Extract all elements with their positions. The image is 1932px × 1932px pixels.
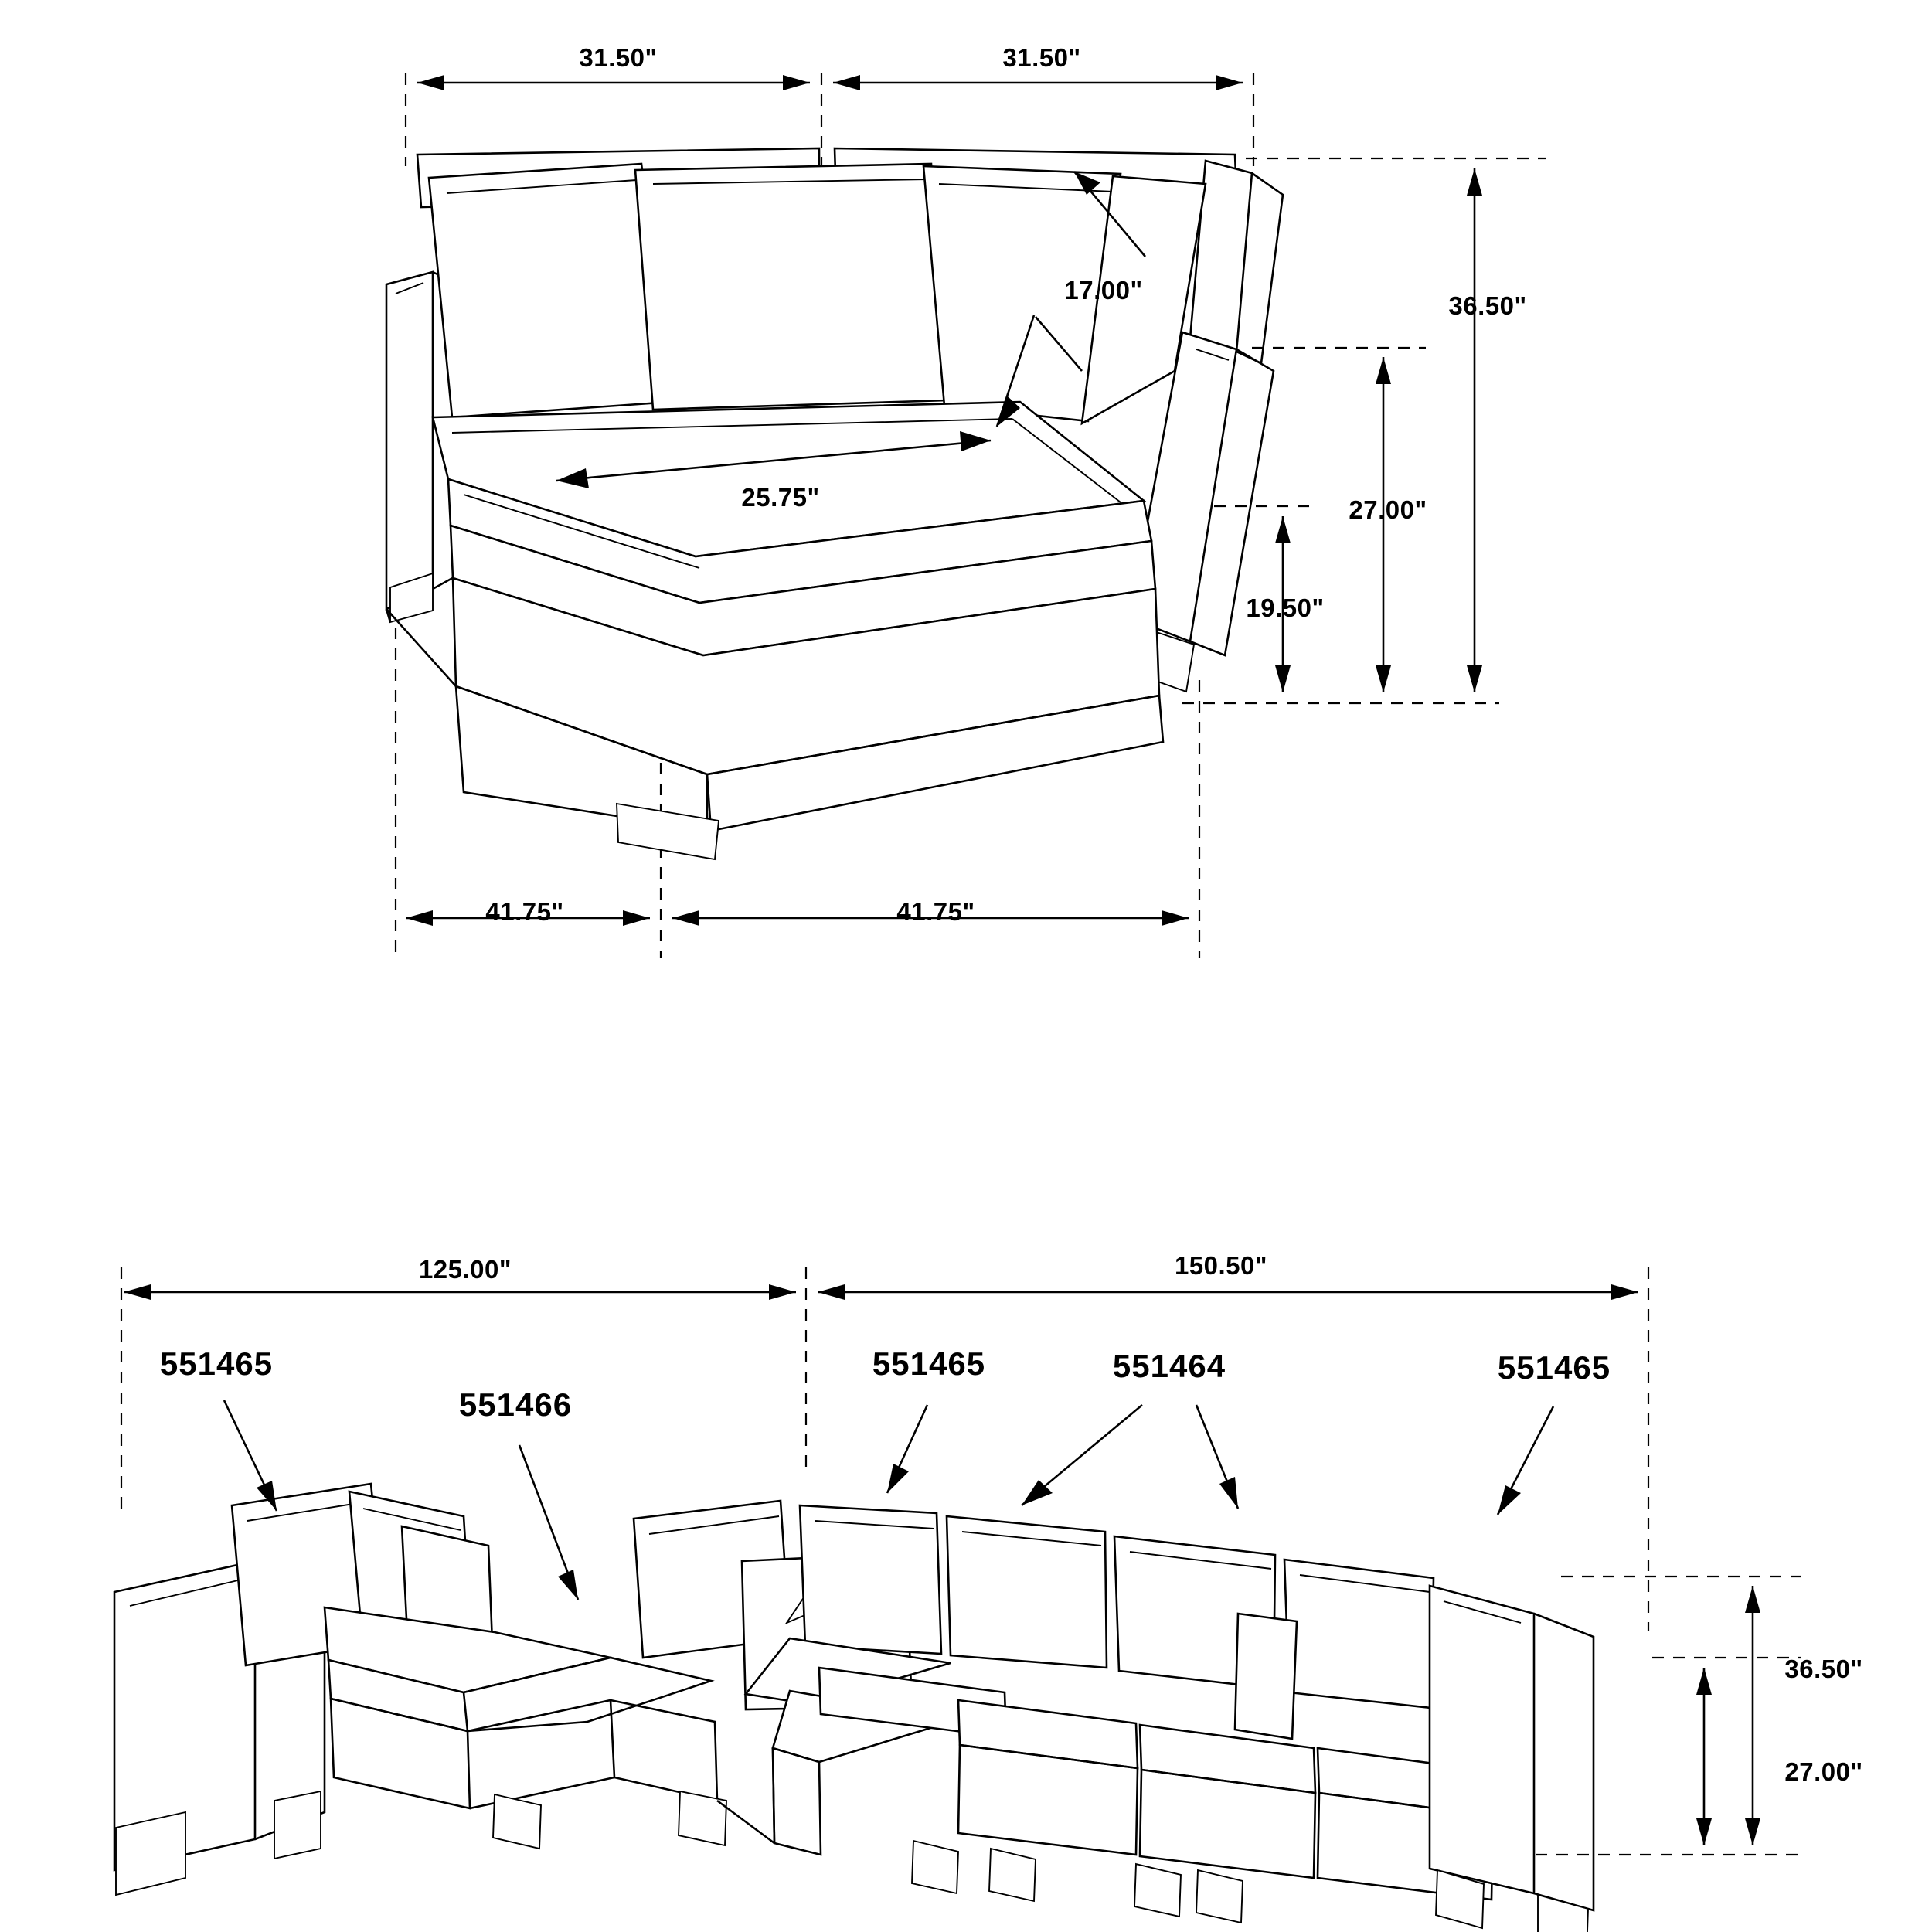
dim-top-left-width: 31.50"	[579, 43, 658, 72]
sectional-body	[114, 1484, 1594, 1932]
dim-overview-seat-height: 27.00"	[1784, 1757, 1863, 1786]
dim-top-right-width: 31.50"	[1002, 43, 1081, 72]
part-number-right-armless: 551465	[1497, 1349, 1611, 1386]
dim-overall-height: 36.50"	[1448, 291, 1527, 320]
dim-overview-height: 36.50"	[1784, 1655, 1863, 1683]
overview-height-dimension-lines	[1696, 1586, 1760, 1845]
dim-right-section-width: 150.50"	[1174, 1251, 1268, 1280]
part-number-center-ottoman: 551464	[1112, 1348, 1226, 1384]
dim-back-cushion-height: 17.00"	[1064, 276, 1143, 304]
part-number-mid-armless: 551465	[872, 1345, 986, 1382]
dim-left-section-width: 125.00"	[418, 1255, 512, 1284]
part-number-corner: 551466	[458, 1386, 573, 1423]
dim-seat-depth: 25.75"	[741, 483, 820, 512]
corner-module-body	[386, 148, 1283, 859]
dim-seat-back-height: 27.00"	[1349, 495, 1427, 524]
dim-bottom-left-depth: 41.75"	[485, 897, 564, 926]
dim-bottom-right-depth: 41.75"	[896, 897, 975, 926]
dim-arm-height: 19.50"	[1246, 594, 1325, 622]
part-number-left-armless: 551465	[159, 1345, 274, 1382]
overview-dimension-lines	[124, 1284, 1638, 1300]
top-dimension-lines	[417, 75, 1243, 90]
